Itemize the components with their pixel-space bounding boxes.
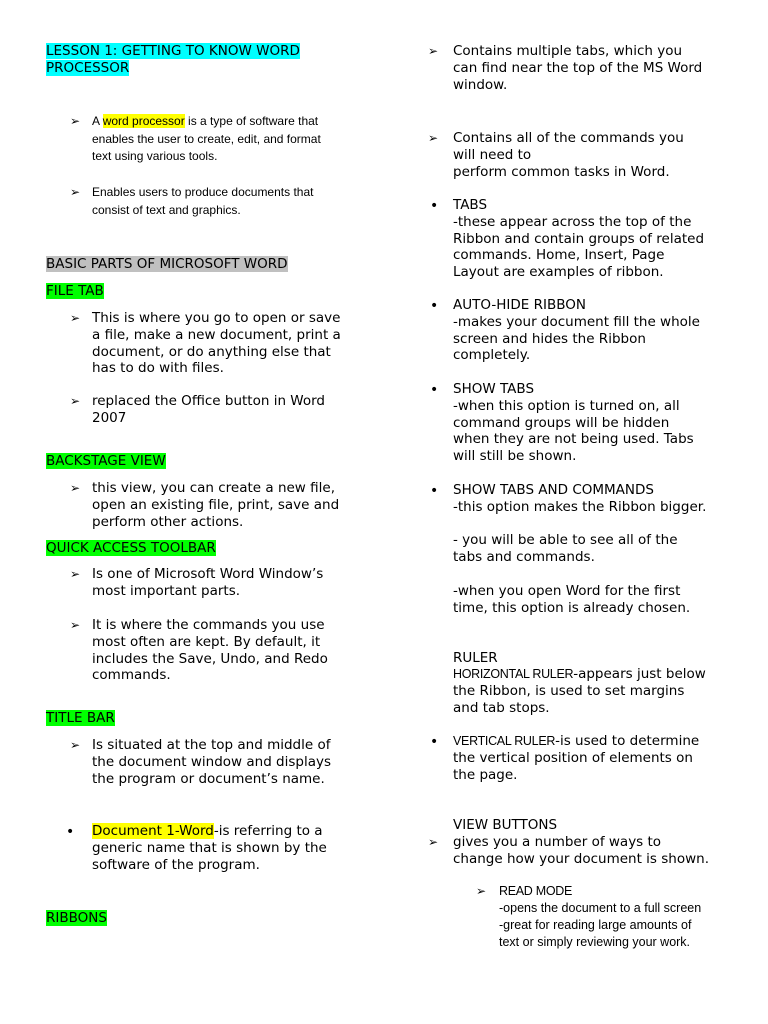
lesson-title <box>46 43 300 77</box>
round-bullet-icon: • <box>430 198 439 214</box>
arrow-bullet-icon: ➢ <box>70 567 81 581</box>
ruler-heading: RULER <box>453 650 498 666</box>
view-buttons-heading: VIEW BUTTONS <box>453 817 558 833</box>
arrow-bullet-icon: ➢ <box>428 44 439 58</box>
word-processor-highlight: word processor <box>102 114 185 128</box>
title-bar-heading: TITLE BAR <box>46 710 115 726</box>
arrow-bullet-icon: ➢ <box>428 835 439 849</box>
round-bullet-icon: • <box>430 382 439 398</box>
basic-parts-heading: BASIC PARTS OF MICROSOFT WORD <box>46 256 288 272</box>
backstage-view-heading: BACKSTAGE VIEW <box>46 453 166 469</box>
horizontal-ruler-label: HORIZONTAL RULER <box>453 667 574 681</box>
arrow-bullet-icon: ➢ <box>70 618 81 632</box>
document-word-highlight: Document 1-Word <box>92 823 214 839</box>
ribbons-heading: RIBBONS <box>46 910 107 926</box>
arrow-bullet-icon: ➢ <box>70 738 81 752</box>
round-bullet-icon: • <box>430 298 439 314</box>
arrow-bullet-icon: ➢ <box>428 131 439 145</box>
round-bullet-icon: • <box>430 734 439 750</box>
horizontal-ruler-text: HORIZONTAL RULER-appears just below the Ribbon, is used to set margins and tab stops. <box>453 666 706 716</box>
lesson-title-line-1: LESSON 1: GETTING TO KNOW WORD <box>46 43 300 59</box>
round-bullet-icon: • <box>66 824 75 840</box>
file-tab-heading: FILE TAB <box>46 283 104 299</box>
arrow-bullet-icon: ➢ <box>70 114 81 128</box>
arrow-bullet-icon: ➢ <box>476 884 487 898</box>
lesson-title-line-2: PROCESSOR <box>46 59 130 76</box>
round-bullet-icon: • <box>430 483 439 499</box>
arrow-bullet-icon: ➢ <box>70 481 81 495</box>
arrow-bullet-icon: ➢ <box>70 394 81 408</box>
read-mode-label: READ MODE <box>499 884 573 898</box>
quick-access-toolbar-heading: QUICK ACCESS TOOLBAR <box>46 540 216 556</box>
vertical-ruler-label: VERTICAL RULER <box>453 734 556 748</box>
arrow-bullet-icon: ➢ <box>70 311 81 325</box>
arrow-bullet-icon: ➢ <box>70 185 81 199</box>
